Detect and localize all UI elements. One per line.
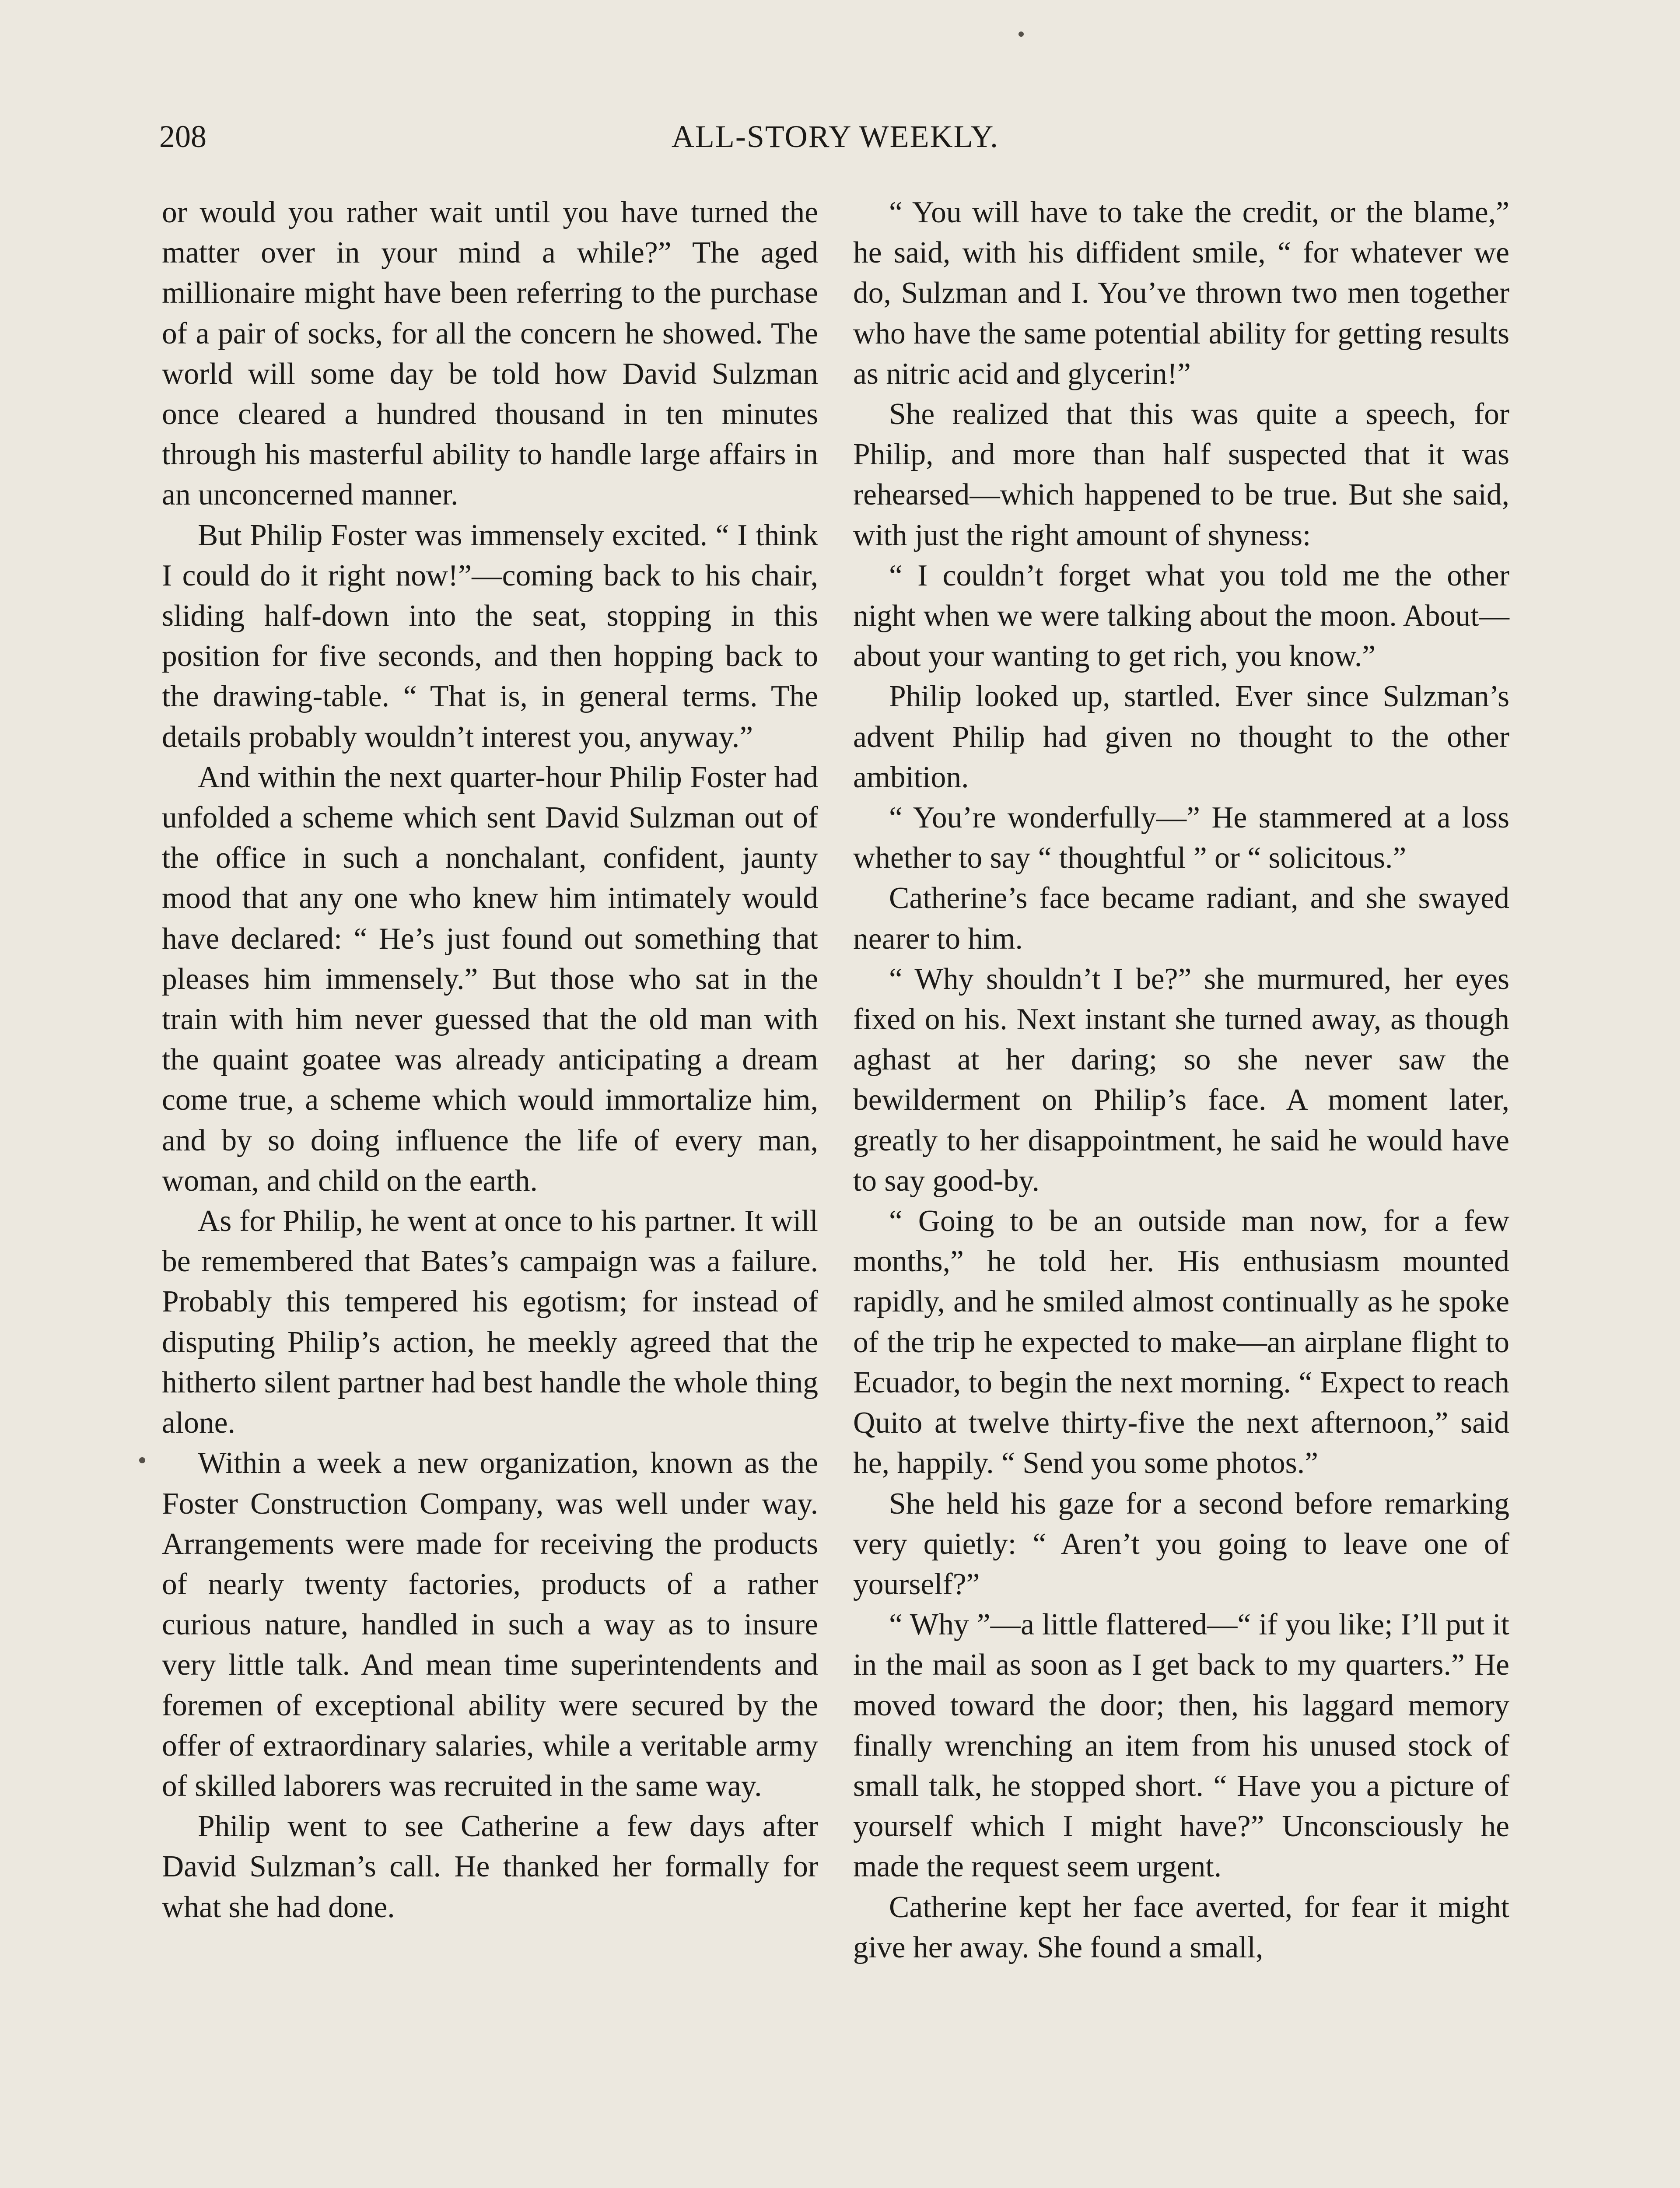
left-column bbox=[162, 193, 818, 1928]
page-number: 208 bbox=[159, 119, 206, 154]
paragraph: Philip looked up, startled. Ever since Sulzman’s advent Philip had given no thought to the other ambition. bbox=[853, 680, 1509, 794]
paragraph: As for Philip, he went at once to his partner. It will be remembered that Bates’s campaign was a failure. Probably this tempered his egotism; for instead of disputing Philip’s action, he meekly agreed that the hitherto silent partner had best handle the whole thing alone. bbox=[162, 1204, 818, 1440]
paragraph: “ You will have to take the credit, or the blame,” he said, with his diffident smile, “ for whatever we do, Sulzman and I. You’ve thrown two men together who have the same potential ability for getting results as nitric acid and glycerin!” bbox=[853, 196, 1509, 391]
print-speck bbox=[1018, 32, 1024, 37]
paragraph: Catherine’s face became radiant, and she swayed nearer to him. bbox=[853, 881, 1509, 956]
paragraph: Philip went to see Catherine a few days after David Sulzman’s call. He thanked her formally for what she had done. bbox=[162, 1809, 818, 1924]
paragraph: “ I couldn’t forget what you told me the other night when we were talking about the moon. About—about your wanting to get rich, you know.” bbox=[853, 558, 1509, 673]
paragraph: “ Why ”—a little flattered—“ if you like; I’ll put it in the mail as soon as I get back to my quarters.” He moved toward the door; then, his laggard memory finally wrenching an item from his unused stock of small talk, he stopped short. “ Have you a picture of yourself which I might have?” Unconsciously he made the request seem urgent. bbox=[853, 1608, 1509, 1884]
running-title: ALL-STORY WEEKLY. bbox=[671, 119, 999, 154]
right-column bbox=[853, 193, 1509, 1968]
paragraph: She realized that this was quite a speech, for Philip, and more than half suspected that it was rehearsed—which happened to be true. But she said, with just the right amount of shyness: bbox=[853, 397, 1509, 552]
running-head bbox=[159, 115, 1511, 158]
paragraph: or would you rather wait until you have turned the matter over in your mind a while?” The aged millionaire might have been referring to the purchase of a pair of socks, for all the concern he showed. The world will some day be told how David Sulzman once cleared a hundred thousand in ten minutes through his masterful ability to handle large affairs in an unconcerned manner. bbox=[162, 196, 818, 512]
paragraph: Within a week a new organization, known as the Foster Construction Company, was well under way. Arrangements were made for receiving the products of nearly twenty factories, products of a rather curious nature, handled in such a way as to insure very little talk. And mean time superintendents and foremen of exceptional ability were secured by the offer of extraordinary salaries, while a veritable army of skilled laborers was recruited in the same way. bbox=[162, 1446, 818, 1803]
paragraph: And within the next quarter-hour Philip Foster had unfolded a scheme which sent David Sulzman out of the office in such a nonchalant, confident, jaunty mood that any one who knew him intimately would have declared: “ He’s just found out something that pleases him immensely.” But those who sat in the train with him never guessed that the old man with the quaint goatee was already anticipating a dream come true, a scheme which would immortalize him, and by so doing influence the life of every man, woman, and child on the earth. bbox=[162, 760, 818, 1198]
print-speck bbox=[139, 1457, 145, 1463]
paragraph: Catherine kept her face averted, for fear it might give her away. She found a small, bbox=[853, 1890, 1509, 1964]
paragraph: “ Why shouldn’t I be?” she murmured, her eyes fixed on his. Next instant she turned away, as though aghast at her daring; so she never saw the bewilderment on Philip’s face. A moment later, greatly to her disappointment, he said he would have to say good-by. bbox=[853, 962, 1509, 1198]
paragraph: “ Going to be an outside man now, for a few months,” he told her. His enthusiasm mounted rapidly, and he smiled almost continually as he spoke of the trip he expected to make—an airplane flight to Ecuador, to begin the next morning. “ Expect to reach Quito at twelve thirty-five the next afternoon,” said he, happily. “ Send you some photos.” bbox=[853, 1204, 1509, 1480]
paragraph: But Philip Foster was immensely excited. “ I think I could do it right now!”—coming back to his chair, sliding half-down into the seat, stopping in this position for five seconds, and then hopping back to the drawing-table. “ That is, in general terms. The details probably wouldn’t interest you, anyway.” bbox=[162, 518, 818, 754]
paragraph: “ You’re wonderfully—” He stammered at a loss whether to say “ thoughtful ” or “ solicitous.” bbox=[853, 801, 1509, 875]
paragraph: She held his gaze for a second before remarking very quietly: “ Aren’t you going to leave one of yourself?” bbox=[853, 1487, 1509, 1601]
